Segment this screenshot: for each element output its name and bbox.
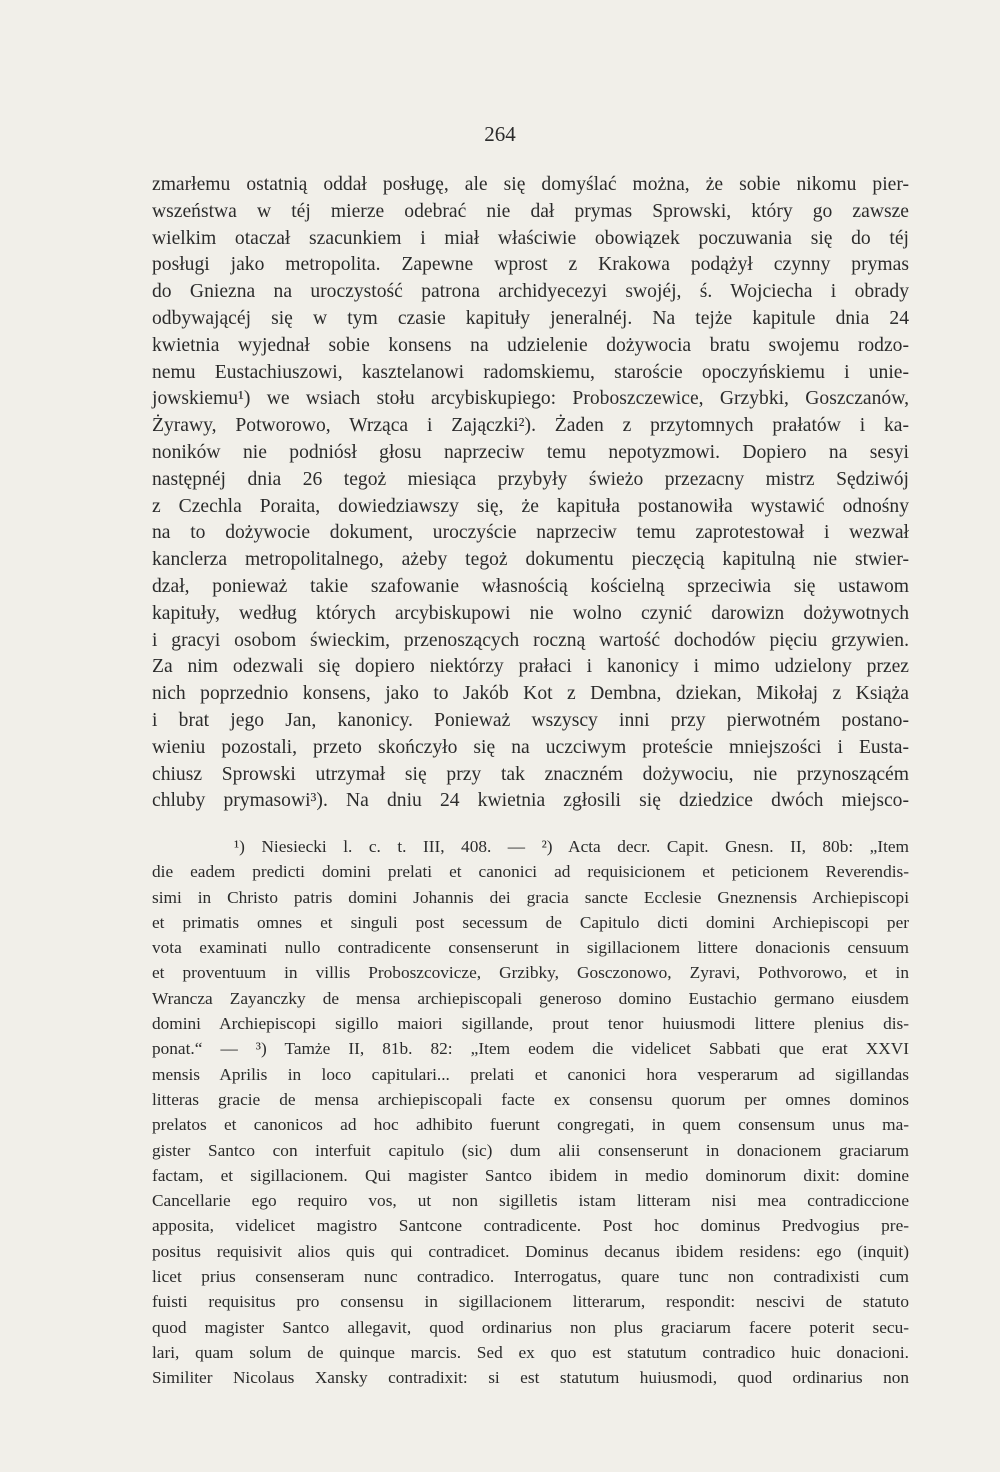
text-line: do Gniezna na uroczystość patrona archidyecezyi swojéj, ś. Wojciecha i obrady: [152, 281, 909, 303]
text-line: na to dożywocie dokument, uroczyście naprzeciw temu zaprotestował i wezwał: [152, 522, 909, 544]
text-line: nemu Eustachiuszowi, kasztelanowi radomskiemu, staroście opoczyńskiemu i unie-: [152, 361, 909, 383]
footnote-line: Cancellarie ego requiro vos, ut non sigilletis istam litteram nisi mea contradiccione: [152, 1191, 909, 1211]
footnote-line: factam, et sigillacionem. Qui magister Santco ibidem in medio dominorum dixit: domine: [152, 1165, 909, 1185]
footnote-line: fuisti requisitus pro consensu in sigillacionem litterarum, respondit: nescivi de statuto: [152, 1292, 909, 1312]
footnote-line: licet prius consenseram nunc contradico. Interrogatus, quare tunc non contradixisti cum: [152, 1267, 909, 1287]
main-text: [152, 172, 909, 815]
footnote-line: apposita, videlicet magistro Santcone contradicente. Post hoc dominus Predvogius pre-: [152, 1216, 909, 1236]
text-line: noników nie podniósł głosu naprzeciw temu nepotyzmowi. Dopiero na sesyi: [152, 441, 909, 463]
footnote-line: Similiter Nicolaus Xansky contradixit: si est statutum huiusmodi, quod ordinarius non: [152, 1368, 909, 1388]
footnote-line: quod magister Santco allegavit, quod ordinarius non plus graciarum facere poterit secu-: [152, 1317, 909, 1337]
footnote-line: et proventuum in villis Proboszcovicze, Grzibky, Gosczonowo, Zyravi, Pothvorowo, et in: [152, 963, 909, 983]
text-line: jowskiemu¹) we wsiach stołu arcybiskupiego: Proboszczewice, Grzybki, Goszczanów,: [152, 388, 909, 410]
text-line: i brat jego Jan, kanonicy. Ponieważ wszyscy inni przy pierwotném postano-: [152, 709, 909, 731]
footnote-line: ¹) Niesiecki l. c. t. III, 408. — ²) Acta decr. Capit. Gnesn. II, 80b: „Item: [234, 837, 909, 856]
footnotes: [152, 834, 909, 1391]
text-line: dzał, ponieważ takie szafowanie własnością kościelną sprzeciwia się ustawom: [152, 575, 909, 597]
footnote-line: mensis Aprilis in loco capitulari... prelati et canonici hora vesperarum ad sigillandas: [152, 1064, 909, 1084]
text-line: kapituły, według których arcybiskupowi nie wolno czynić darowizn dożywotnych: [152, 602, 909, 624]
footnote-line: vota examinati nullo contradicente consenserunt in sigillacionem littere donacionis censuum: [152, 938, 909, 958]
footnote-line: simi in Christo patris domini Johannis dei gracia sancte Ecclesie Gneznensis Archiepiscopi: [152, 887, 909, 907]
footnote-line: lari, quam solum de quinque marcis. Sed ex quo est statutum contradico huic donacioni.: [152, 1342, 909, 1362]
text-line: zmarłemu ostatnią oddał posługę, ale się domyślać można, że sobie nikomu pier-: [152, 174, 909, 195]
text-line: i gracyi osobom świeckim, przenoszących roczną wartość dochodów pięciu grzywien.: [152, 629, 909, 651]
text-line: wielkim otaczał szacunkiem i miał właściwie obowiązek poczuwania się do téj: [152, 227, 909, 249]
footnote-line: domini Archiepiscopi sigillo maiori sigillande, prout tenor huiusmodi littere plenius dis-: [152, 1014, 909, 1034]
footnote-line: gister Santco con interfuit capitulo (sic) dum alii consenserunt in donacionem graciarum: [152, 1140, 909, 1160]
text-line: odbywającéj się w tym czasie kapituły jeneralnéj. Na tejże kapitule dnia 24: [152, 307, 909, 329]
footnote-line: positus requisivit alios quis qui contradicet. Dominus decanus ibidem residens: ego (inquit): [152, 1241, 909, 1261]
text-line: kanclerza metropolitalnego, ażeby tegoż dokumentu pieczęcią kapitulną nie stwier-: [152, 549, 909, 571]
text-line: z Czechla Poraita, dowiedziawszy się, że kapituła postanowiła wystawić odnośny: [152, 495, 909, 517]
text-line: nich poprzednio konsens, jako to Jakób Kot z Dembna, dziekan, Mikołaj z Książa: [152, 683, 909, 705]
footnote-line: ponat.“ — ³) Tamże II, 81b. 82: „Item eodem die videlicet Sabbati que erat XXVI: [152, 1039, 909, 1059]
page-number: 264: [484, 122, 516, 146]
footnote-line: et primatis omnes et singuli post secessum de Capitulo dicti domini Archiepiscopi per: [152, 912, 909, 932]
text-line: chluby prymasowi³). Na dniu 24 kwietnia zgłosili się dziedzice dwóch miejsco-: [152, 790, 909, 812]
text-line: Żyrawy, Potworowo, Wrząca i Zajączki²). Żaden z przytomnych prałatów i ka-: [152, 415, 909, 437]
text-line: chiusz Sprowski utrzymał się przy tak znaczném dożywociu, nie przynoszącém: [152, 763, 909, 785]
text-line: kwietnia wyjednał sobie konsens na udzielenie dożywocia bratu swojemu rodzo-: [152, 334, 909, 356]
footnote-line: prelatos et canonicos ad hoc adhibito fuerunt congregati, in quem consensum unus ma-: [152, 1115, 909, 1135]
footnote-line: litteras gracie de mensa archiepiscopali facte ex consensu quorum per omnes dominos: [152, 1089, 909, 1109]
text-line: posługi jako metropolita. Zapewne wprost z Krakowa podążył czynny prymas: [152, 254, 909, 276]
footnote-line: Wrancza Zayanczky de mensa archiepiscopali generoso domino Eustachio germano eiusdem: [152, 988, 909, 1008]
text-line: wszeństwa w téj mierze odebrać nie dał prymas Sprowski, który go zawsze: [152, 200, 909, 222]
text-line: Za nim odezwali się dopiero niektórzy prałaci i kanonicy i mimo udzielony przez: [152, 656, 909, 678]
text-line: wieniu pozostali, przeto skończyło się na uczciwym proteście mniejszości i Eusta-: [152, 736, 909, 758]
text-line: następnéj dnia 26 tegoż miesiąca przybyły świeżo przezacny mistrz Sędziwój: [152, 468, 909, 490]
footnote-line: die eadem predicti domini prelati et canonici ad requisicionem et peticionem Reverendis-: [152, 862, 909, 882]
